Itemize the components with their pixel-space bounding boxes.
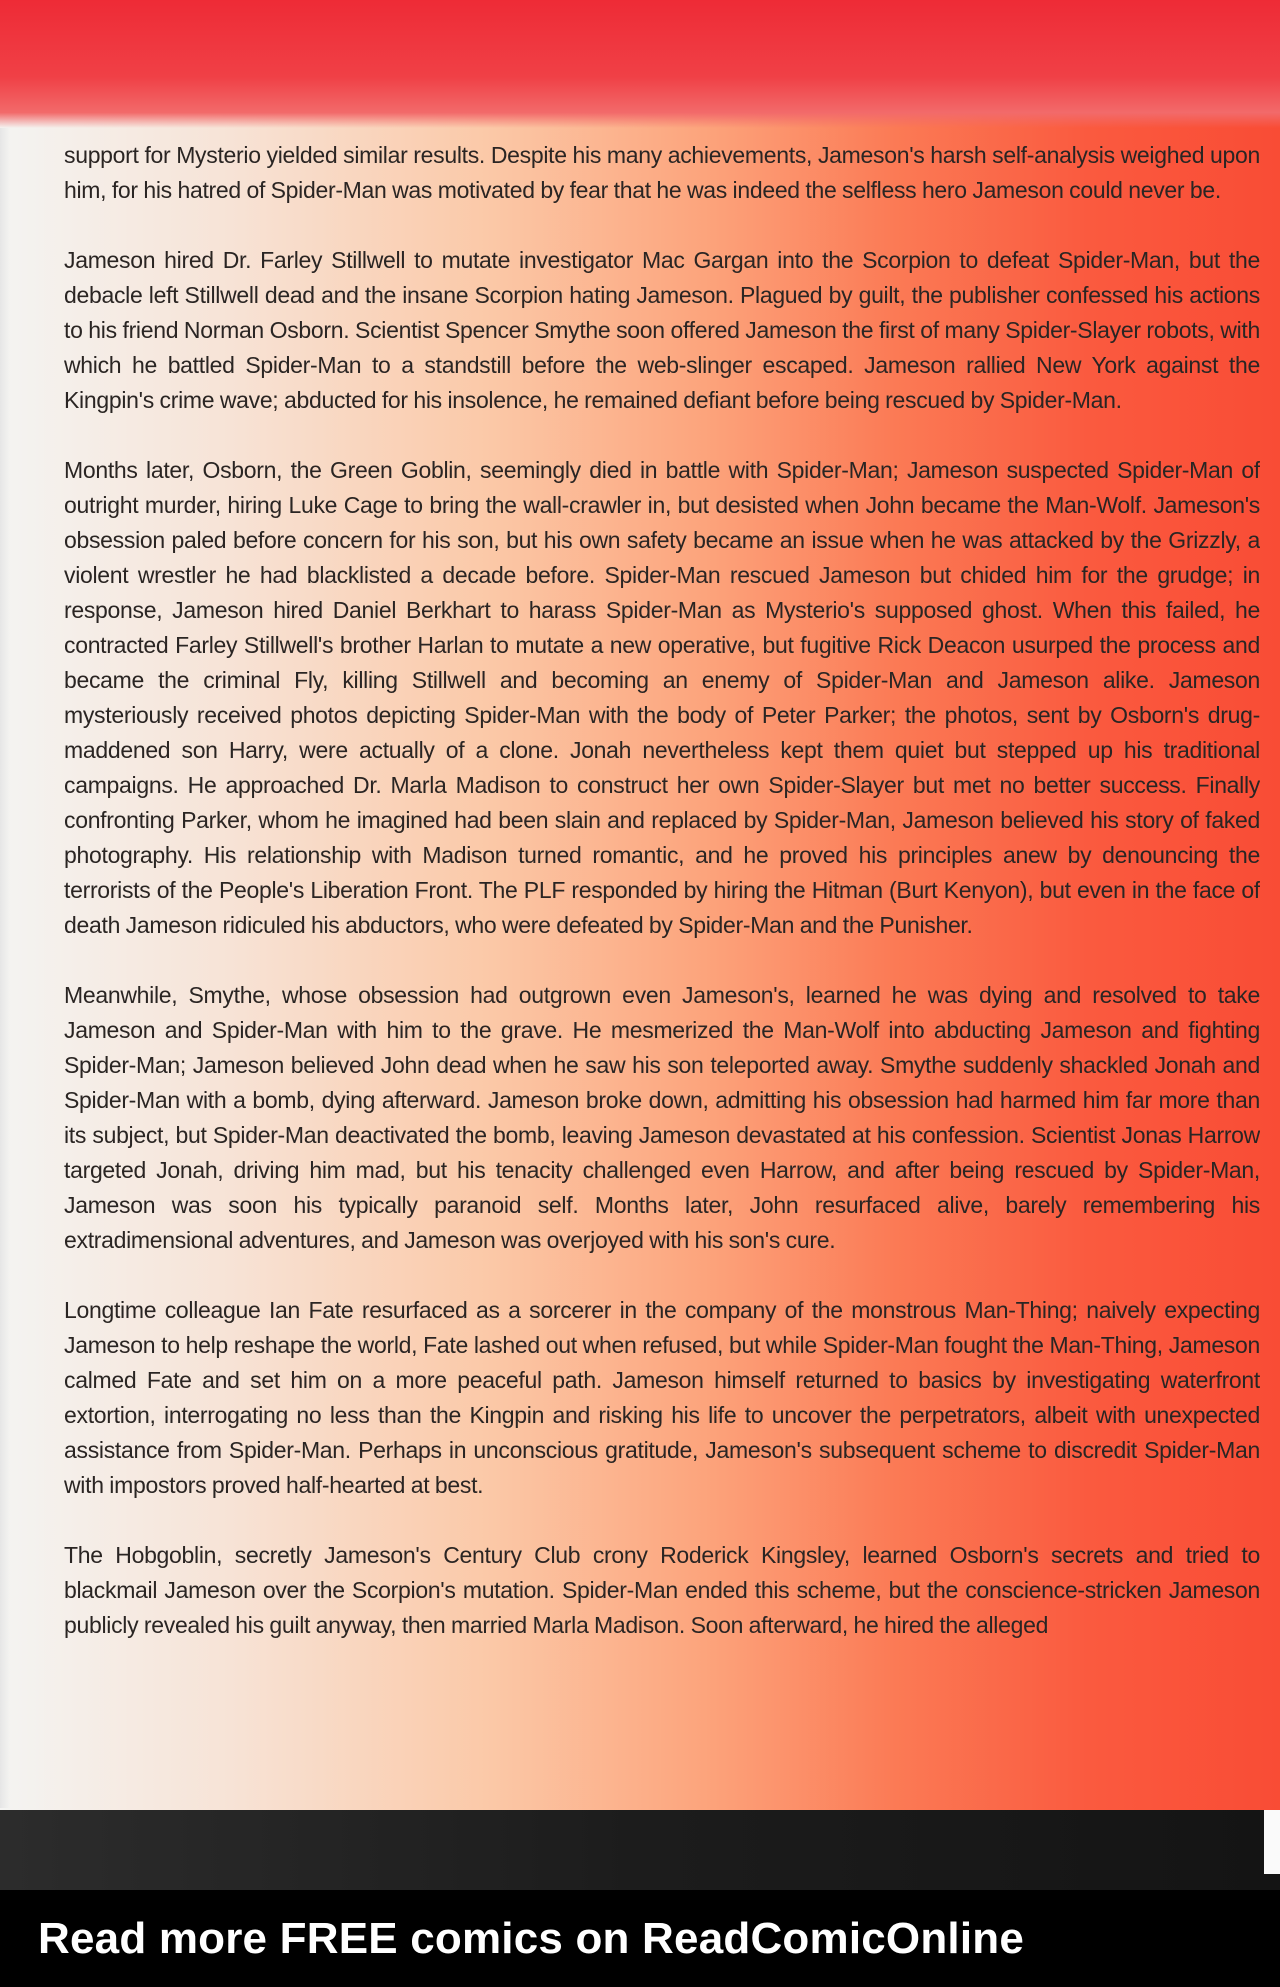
paragraph-4: Meanwhile, Smythe, whose obsession had outgrown even Jameson's, learned he was dying and resolved to take Jameson and Spider-Man with him to the grave. He mesmerized the Man-Wolf into abducting Jameson and fighting Spider-Man; Jameson believed John dead when he saw his son teleported away. Smythe suddenly shackled Jonah and Spider-Man with a bomb, dying afterward. Jameson broke down, admitting his obsession had harmed him far more than its subject, but Spider-Man deactivated the bomb, leaving Jameson devastated at his confession. Scientist Jonas Harrow targeted Jonah, driving him mad, but his tenacity challenged even Harrow, and after being rescued by Spider-Man, Jameson was soon his typically paranoid self. Months later, John resurfaced alive, barely remembering his extradimensional adventures, and Jameson was overjoyed with his son's cure. xyxy=(64,982,1260,1253)
top-color-band xyxy=(0,0,1280,128)
binding-edge xyxy=(0,128,10,1808)
paragraph-5: Longtime colleague Ian Fate resurfaced as a sorcerer in the company of the monstrous Man-Thing; naively expecting Jameson to help reshape the world, Fate lashed out when refused, but while Spider-Man fought the Man-Thing, Jameson calmed Fate and set him on a more peaceful path. Jameson himself returned to basics by investigating waterfront extortion, interrogating no less than the Kingpin and risking his life to uncover the perpetrators, albeit with unexpected assistance from Spider-Man. Perhaps in unconscious gratitude, Jameson's subsequent scheme to discredit Spider-Man with impostors proved half-hearted at best. xyxy=(64,1297,1260,1498)
paragraph-1: support for Mysterio yielded similar results. Despite his many achievements, Jameson's harsh self-analysis weighed upon him, for his hatred of Spider-Man was motivated by fear that he was indeed the selfless hero Jameson could never be. xyxy=(64,142,1260,203)
bottom-dark-band xyxy=(0,1810,1280,1890)
paragraph-2: Jameson hired Dr. Farley Stillwell to mutate investigator Mac Gargan into the Scorpion to defeat Spider-Man, but the debacle left Stillwell dead and the insane Scorpion hating Jameson. Plagued by guilt, the publisher confessed his actions to his friend Norman Osborn. Scientist Spencer Smythe soon offered Jameson the first of many Spider-Slayer robots, with which he battled Spider-Man to a standstill before the web-slinger escaped. Jameson rallied New York against the Kingpin's crime wave; abducted for his insolence, he remained defiant before being rescued by Spider-Man. xyxy=(64,247,1260,413)
promo-footer[interactable] xyxy=(0,1890,1280,1987)
article-body xyxy=(64,138,1260,1808)
promo-footer-text[interactable]: Read more FREE comics on ReadComicOnline xyxy=(38,1913,1025,1963)
paragraph-6: The Hobgoblin, secretly Jameson's Century Club crony Roderick Kingsley, learned Osborn's secrets and tried to blackmail Jameson over the Scorpion's mutation. Spider-Man ended this scheme, but the conscience-stricken Jameson publicly revealed his guilt anyway, then married Marla Madison. Soon afterward, he hired the alleged xyxy=(64,1542,1260,1638)
paragraph-3: Months later, Osborn, the Green Goblin, seemingly died in battle with Spider-Man; Jameson suspected Spider-Man of outright murder, hiring Luke Cage to bring the wall-crawler in, but desisted when John became the Man-Wolf. Jameson's obsession paled before concern for his son, but his own safety became an issue when he was attacked by the Grizzly, a violent wrestler he had blacklisted a decade before. Spider-Man rescued Jameson but chided him for the grudge; in response, Jameson hired Daniel Berkhart to harass Spider-Man as Mysterio's supposed ghost. When this failed, he contracted Farley Stillwell's brother Harlan to mutate a new operative, but fugitive Rick Deacon usurped the process and became the criminal Fly, killing Stillwell and becoming an enemy of Spider-Man and Jameson alike. Jameson mysteriously received photos depicting Spider-Man with the body of Peter Parker; the photos, sent by Osborn's drug-maddened son Harry, were actually of a clone. Jonah nevertheless kept them quiet but stepped up his traditional campaigns. He approached Dr. Marla Madison to construct her own Spider-Slayer but met no better success. Finally confronting Parker, whom he imagined had been slain and replaced by Spider-Man, Jameson believed his story of faked photography. His relationship with Madison turned romantic, and he proved his principles anew by denouncing the terrorists of the People's Liberation Front. The PLF responded by hiring the Hitman (Burt Kenyon), but even in the face of death Jameson ridiculed his abductors, who were defeated by Spider-Man and the Punisher. xyxy=(64,457,1260,938)
